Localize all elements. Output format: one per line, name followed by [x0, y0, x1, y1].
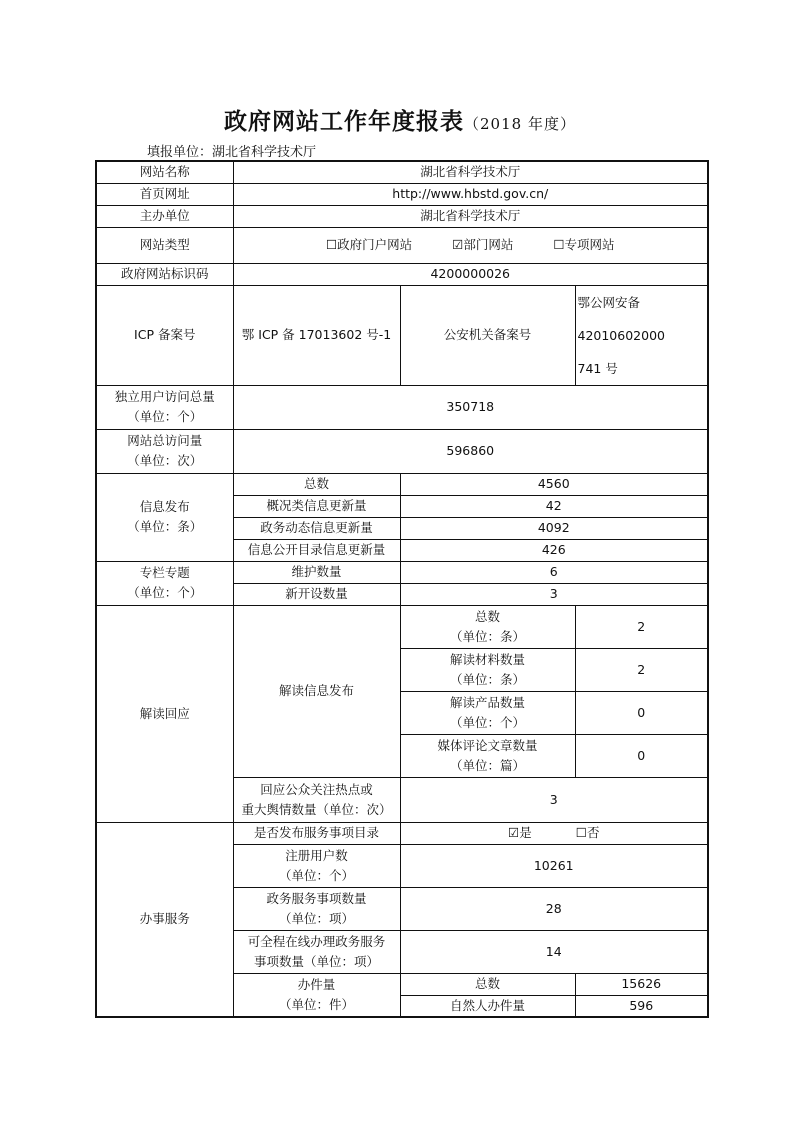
interpret-item-label-2: （单位：个） [449, 714, 525, 730]
table-row [96, 385, 708, 429]
police-record-label: 公安机关备案号 [400, 285, 575, 385]
interpret-item-value: 2 [575, 648, 708, 691]
option-portal-site: ☐政府门户网站 [325, 237, 413, 252]
unique-visitors-value: 350718 [233, 385, 708, 429]
registered-users-label [233, 844, 400, 887]
police-record-line-2: 42010602000 [577, 327, 665, 343]
info-item-value: 4560 [400, 473, 708, 495]
total-visits-label [96, 429, 233, 473]
interpret-item-label [400, 605, 575, 648]
service-items-label [233, 887, 400, 930]
report-table [95, 160, 709, 1018]
info-release-label [96, 473, 233, 561]
site-code-label: 政府网站标识码 [96, 263, 233, 285]
site-name-label: 网站名称 [96, 161, 233, 183]
info-item-label: 总数 [233, 473, 400, 495]
column-item-value: 3 [400, 583, 708, 605]
column-topic-label [96, 561, 233, 605]
site-type-options [233, 227, 708, 263]
option-special-site: ☐专项网站 [553, 237, 615, 252]
interpret-item-label [400, 734, 575, 777]
service-label: 办事服务 [96, 822, 233, 1017]
homepage-label: 首页网址 [96, 183, 233, 205]
online-service-value: 14 [400, 930, 708, 973]
unique-visitors-label [96, 385, 233, 429]
site-code-value: 4200000026 [233, 263, 708, 285]
info-item-value: 4092 [400, 517, 708, 539]
column-topic-label-1: 专栏专题 [139, 565, 190, 580]
interpret-item-value: 0 [575, 734, 708, 777]
total-visits-label-1: 网站总访问量 [127, 433, 203, 448]
info-item-label: 信息公开目录信息更新量 [233, 539, 400, 561]
info-item-value: 426 [400, 539, 708, 561]
police-record-line-1: 鄂公网安备 [577, 294, 641, 310]
police-record-line-3: 741 号 [577, 360, 618, 376]
title-text: 政府网站工作年度报表 [224, 108, 465, 135]
icp-value: 鄂 ICP 备 17013602 号-1 [233, 285, 400, 385]
case-volume-label [233, 973, 400, 1017]
table-row [96, 429, 708, 473]
case-volume-total-label: 总数 [400, 973, 575, 995]
column-item-label: 维护数量 [233, 561, 400, 583]
unique-visitors-label-2: （单位：个） [127, 409, 203, 424]
case-volume-person-value: 596 [575, 995, 708, 1017]
info-release-label-2: （单位：条） [127, 519, 203, 534]
filler-unit: 填报单位：湖北省科学技术厅 [147, 145, 317, 160]
table-row [96, 285, 708, 385]
interpret-item-label [400, 648, 575, 691]
catalog-yes-checkbox: ☑是 [508, 825, 532, 840]
online-service-label-2: 事项数量（单位：项） [253, 953, 379, 969]
icp-label: ICP 备案号 [96, 285, 233, 385]
interpret-item-label-1: 媒体评论文章数量 [437, 737, 538, 753]
interpret-item-value: 2 [575, 605, 708, 648]
column-item-label: 新开设数量 [233, 583, 400, 605]
option-department-site: ☑部门网站 [452, 237, 514, 252]
table-row [96, 161, 708, 183]
service-items-value: 28 [400, 887, 708, 930]
online-service-label-1: 可全程在线办理政务服务 [247, 933, 386, 949]
info-item-value: 42 [400, 495, 708, 517]
registered-users-value: 10261 [400, 844, 708, 887]
page-title [0, 103, 800, 136]
table-row [96, 227, 708, 263]
case-volume-label-1: 办件量 [297, 976, 336, 992]
police-record-value [575, 285, 708, 385]
interpret-item-label-1: 解读产品数量 [449, 694, 525, 710]
registered-users-label-1: 注册用户数 [285, 847, 348, 863]
case-volume-person-label: 自然人办件量 [400, 995, 575, 1017]
interpret-item-label [400, 691, 575, 734]
online-service-label [233, 930, 400, 973]
hotspot-response-label-1: 回应公众关注热点或 [260, 781, 373, 797]
info-item-label: 概况类信息更新量 [233, 495, 400, 517]
table-row [96, 205, 708, 227]
interpret-item-label-1: 总数 [474, 608, 500, 624]
table-row [96, 605, 708, 648]
hotspot-response-label-2: 重大舆情数量（单位：次） [241, 801, 392, 817]
total-visits-value: 596860 [233, 429, 708, 473]
table-row [96, 822, 708, 844]
interpret-item-label-2: （单位：篇） [449, 757, 525, 773]
service-catalog-options [400, 822, 708, 844]
table-row [96, 263, 708, 285]
info-release-label-1: 信息发布 [139, 499, 190, 514]
title-year: （2018 年度） [464, 115, 576, 133]
sponsor-value: 湖北省科学技术厅 [233, 205, 708, 227]
column-item-value: 6 [400, 561, 708, 583]
column-topic-label-2: （单位：个） [127, 585, 203, 600]
table-row [96, 473, 708, 495]
hotspot-response-label [233, 777, 400, 822]
table-row [96, 183, 708, 205]
unique-visitors-label-1: 独立用户访问总量 [114, 389, 215, 404]
site-type-label: 网站类型 [96, 227, 233, 263]
site-name-value: 湖北省科学技术厅 [233, 161, 708, 183]
interpret-item-label-2: （单位：条） [449, 628, 525, 644]
case-volume-label-2: （单位：件） [278, 996, 354, 1012]
interpret-item-label-1: 解读材料数量 [449, 651, 525, 667]
interpret-item-value: 0 [575, 691, 708, 734]
service-catalog-label: 是否发布服务事项目录 [233, 822, 400, 844]
registered-users-label-2: （单位：个） [278, 867, 354, 883]
sponsor-label: 主办单位 [96, 205, 233, 227]
service-items-label-1: 政务服务事项数量 [266, 890, 367, 906]
info-item-label: 政务动态信息更新量 [233, 517, 400, 539]
total-visits-label-2: （单位：次） [127, 453, 203, 468]
homepage-value: http://www.hbstd.gov.cn/ [233, 183, 708, 205]
catalog-no-checkbox: ☐否 [575, 825, 600, 840]
table-row [96, 561, 708, 583]
interpret-response-label: 解读回应 [96, 605, 233, 822]
service-items-label-2: （单位：项） [278, 910, 354, 926]
interpret-release-label: 解读信息发布 [233, 605, 400, 777]
interpret-item-label-2: （单位：条） [449, 671, 525, 687]
case-volume-total-value: 15626 [575, 973, 708, 995]
hotspot-response-value: 3 [400, 777, 708, 822]
